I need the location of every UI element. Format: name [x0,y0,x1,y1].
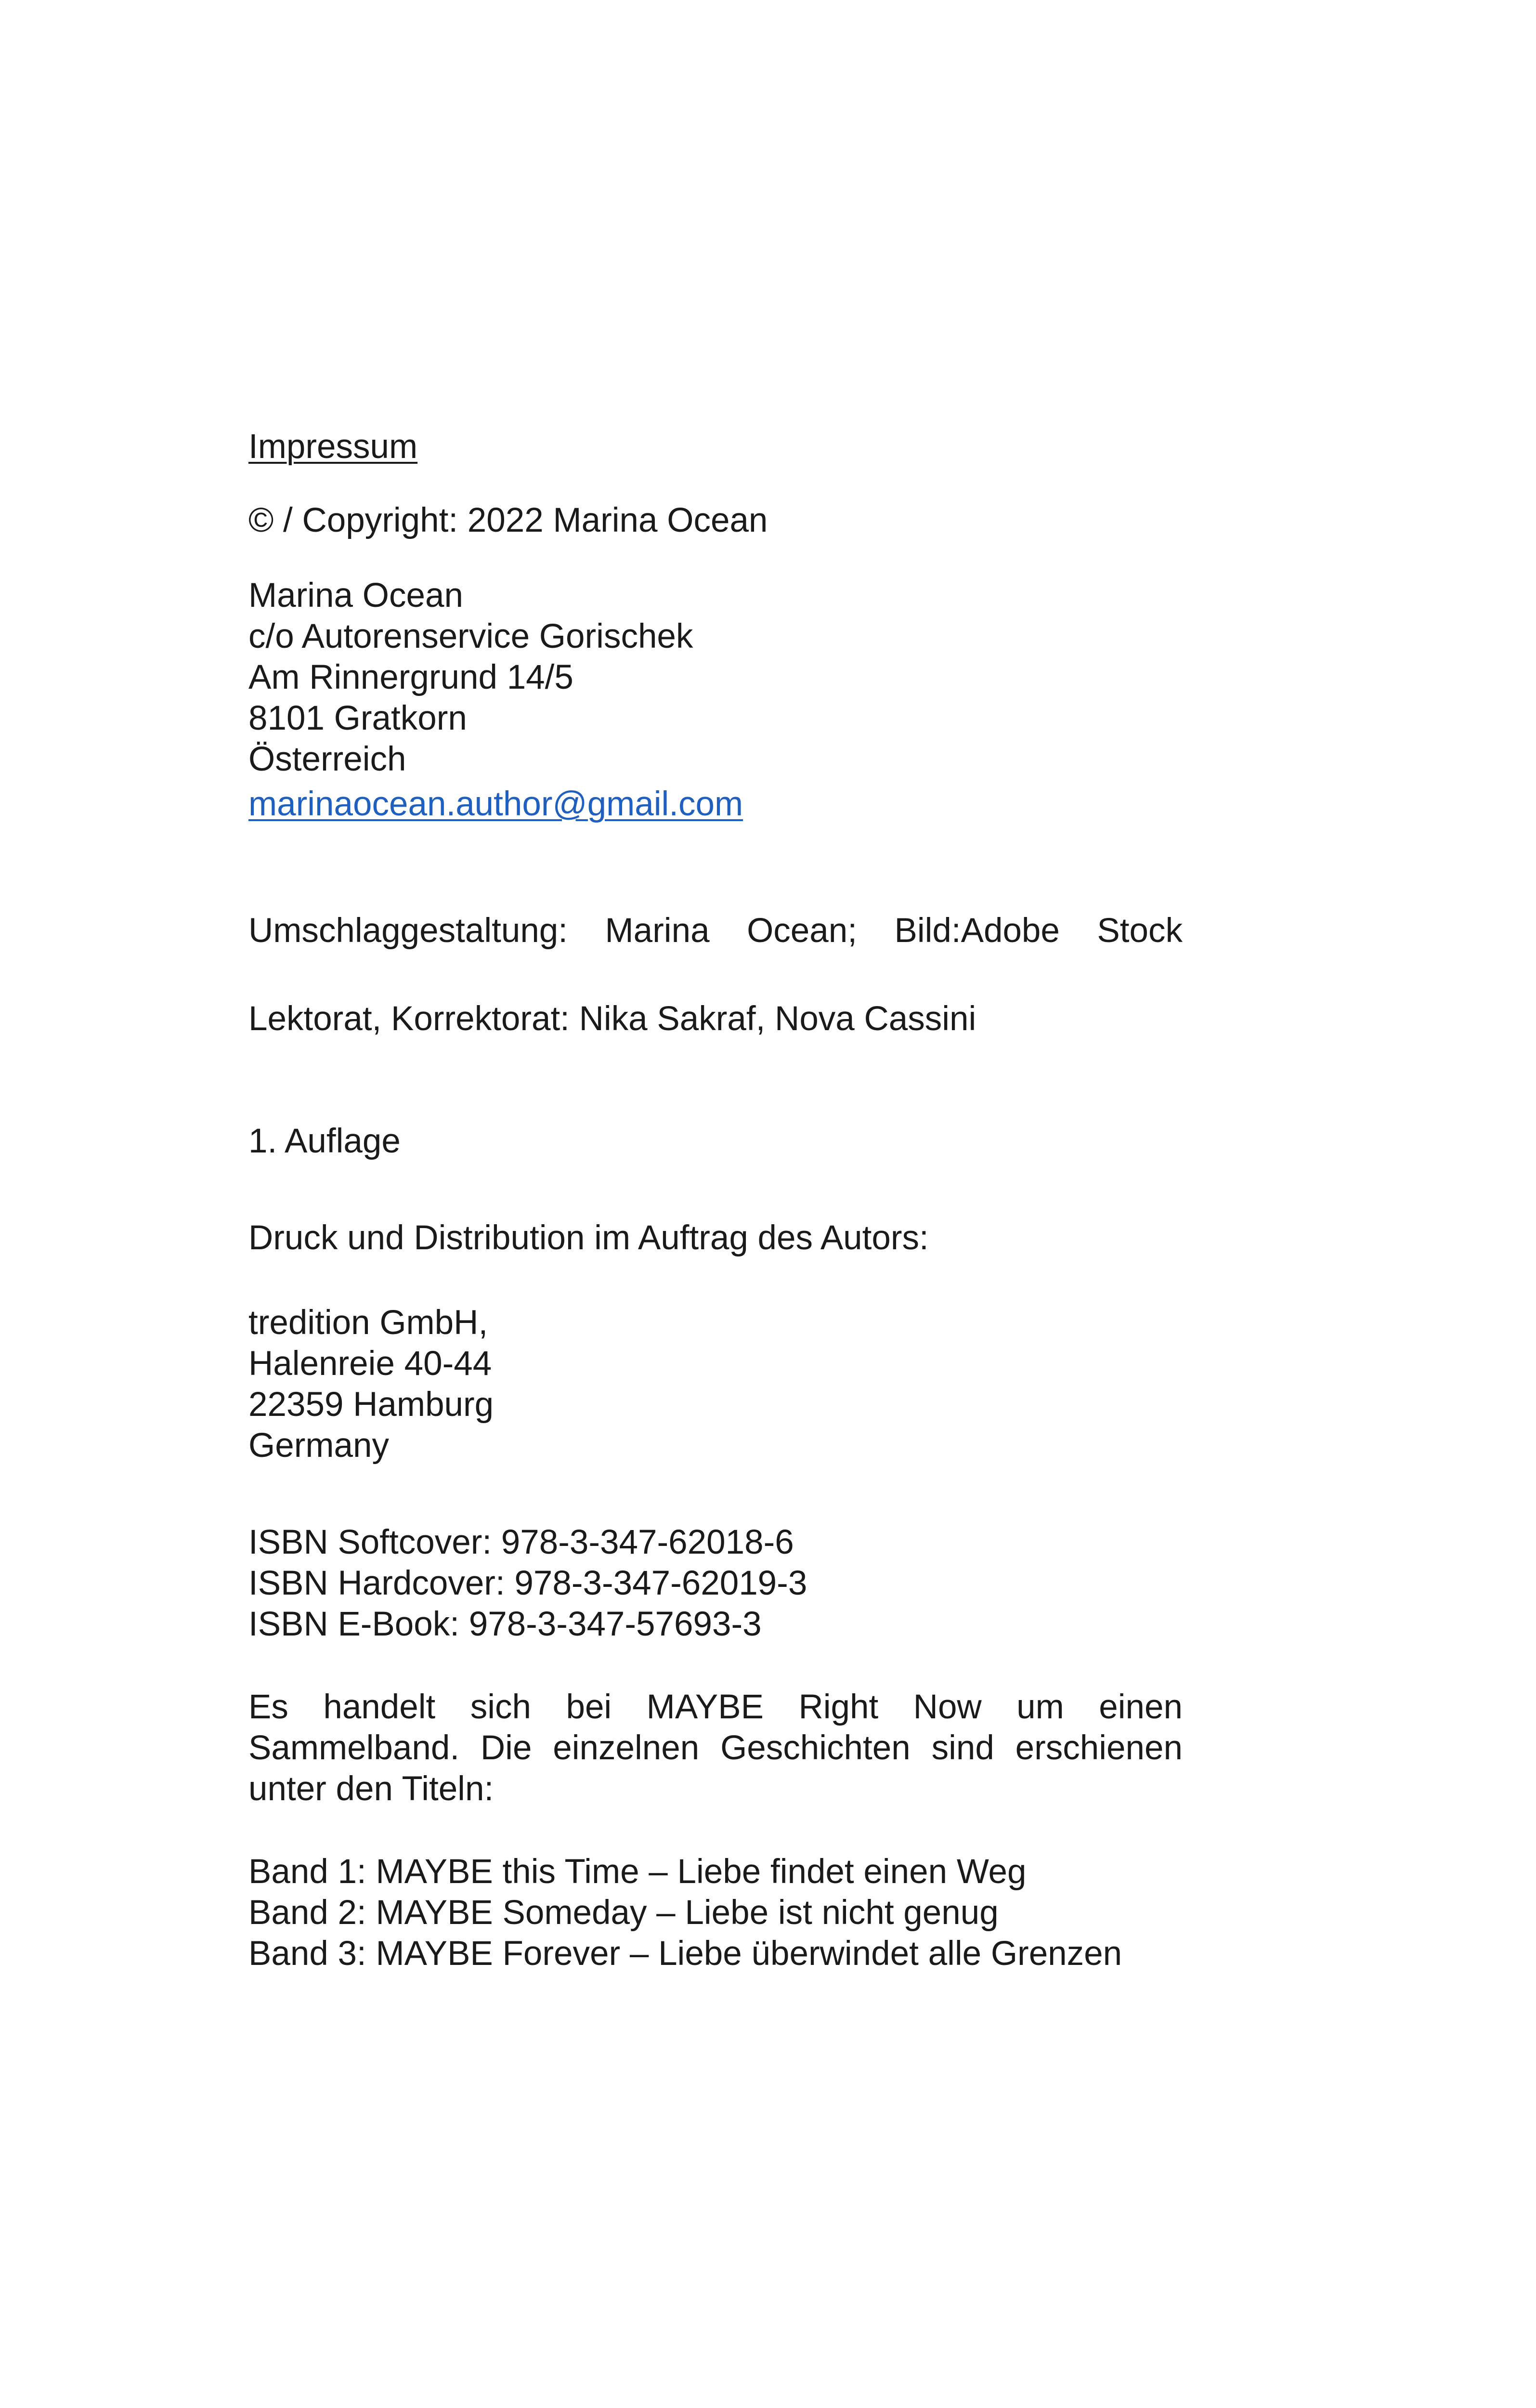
collection-note-line-1: Es handelt sich bei MAYBE Right Now um einen [248,1688,1183,1726]
publisher-company: tredition GmbH, [248,1304,488,1342]
isbn-ebook: ISBN E-Book: 978-3-347-57693-3 [248,1605,762,1643]
copyright-block [248,500,1183,541]
collection-note-line-2: Sammelband. Die einzelnen Geschichten sind erschienen [248,1729,1183,1767]
cover-credit-row [248,910,1183,951]
collection-note [248,1687,1183,1809]
volume-1: Band 1: MAYBE this Time – Liebe findet einen Weg [248,1853,1027,1891]
distribution-intro-block [248,1217,1183,1258]
address-line-3: 8101 Gratkorn [248,699,467,737]
address-country: Österreich [248,740,406,778]
cover-credit-word-1: Umschlaggestaltung: [248,912,568,950]
address-line-1: c/o Autorenservice Gorischek [248,617,693,655]
editing-credit: Lektorat, Korrektorat: Nika Sakraf, Nova Cassini [248,1000,976,1038]
email-link[interactable]: marinaocean.author@gmail.com [248,785,743,823]
isbn-hardcover: ISBN Hardcover: 978-3-347-62019-3 [248,1564,807,1602]
cover-credit-word-2: Marina [605,912,710,950]
collection-note-line-3: unter den Titeln: [248,1770,494,1808]
cover-credit-word-4: Bild:Adobe [894,912,1060,950]
distribution-intro: Druck und Distribution im Auftrag des Autors: [248,1219,929,1257]
edition-block [248,1121,1183,1162]
publisher-address [248,1302,1183,1466]
volume-list [248,1851,1183,1974]
copyright-line: © / Copyright: 2022 Marina Ocean [248,501,768,539]
publisher-country: Germany [248,1426,389,1465]
volume-2: Band 2: MAYBE Someday – Liebe ist nicht genug [248,1894,999,1932]
impressum-heading-block [248,426,1183,467]
volume-3: Band 3: MAYBE Forever – Liebe überwindet alle Grenzen [248,1935,1122,1973]
cover-credit-word-5: Stock [1097,912,1183,950]
cover-credit-word-3: Ocean; [747,912,857,950]
edition: 1. Auflage [248,1122,401,1160]
author-name: Marina Ocean [248,576,463,615]
editing-credit-block [248,998,1183,1039]
publisher-city: 22359 Hamburg [248,1386,494,1424]
isbn-softcover: ISBN Softcover: 978-3-347-62018-6 [248,1523,794,1561]
publisher-street: Halenreie 40-44 [248,1345,492,1383]
author-address [248,575,1183,824]
cover-credit [248,910,1183,951]
address-line-2: Am Rinnergrund 14/5 [248,658,573,696]
isbn-list [248,1522,1183,1645]
impressum-heading: Impressum [248,428,418,466]
